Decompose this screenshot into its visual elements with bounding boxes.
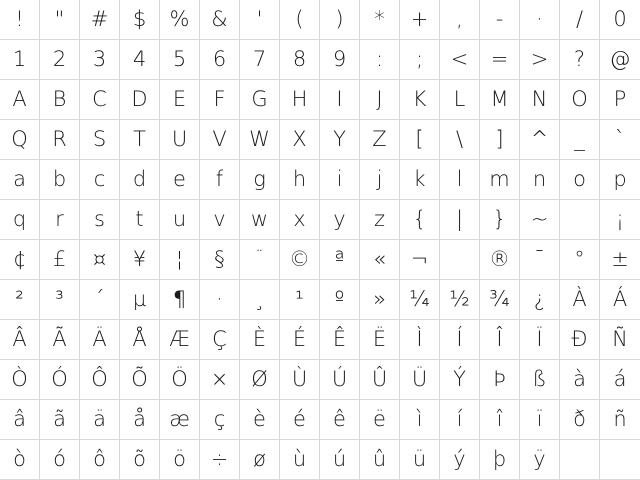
- glyph-cell: k: [400, 160, 440, 200]
- glyph-cell: ÿ: [520, 440, 560, 480]
- glyph-cell: J: [360, 80, 400, 120]
- glyph-cell: *: [360, 0, 400, 40]
- glyph-cell: Õ: [120, 360, 160, 400]
- glyph-cell: û: [360, 440, 400, 480]
- glyph-cell: O: [560, 80, 600, 120]
- glyph-cell: É: [280, 320, 320, 360]
- glyph-cell: u: [160, 200, 200, 240]
- glyph-cell: ?: [560, 40, 600, 80]
- glyph-cell: ÷: [200, 440, 240, 480]
- glyph-cell: ¶: [160, 280, 200, 320]
- glyph-cell: í: [440, 400, 480, 440]
- glyph-cell: å: [120, 400, 160, 440]
- glyph-cell: Ò: [0, 360, 40, 400]
- glyph-cell: q: [0, 200, 40, 240]
- glyph-cell: ¥: [120, 240, 160, 280]
- glyph-cell: ®: [480, 240, 520, 280]
- glyph-cell: ê: [320, 400, 360, 440]
- glyph-cell: ø: [240, 440, 280, 480]
- glyph-cell: ý: [440, 440, 480, 480]
- glyph-cell: W: [240, 120, 280, 160]
- glyph-cell: º: [320, 280, 360, 320]
- glyph-cell: Ñ: [600, 320, 640, 360]
- glyph-cell: ~: [520, 200, 560, 240]
- glyph-cell: ¢: [0, 240, 40, 280]
- glyph-cell: $: [120, 0, 160, 40]
- glyph-cell: Ã: [40, 320, 80, 360]
- glyph-cell: !: [0, 0, 40, 40]
- glyph-cell: -: [480, 0, 520, 40]
- glyph-cell: »: [360, 280, 400, 320]
- glyph-cell: Í: [440, 320, 480, 360]
- glyph-cell: f: [200, 160, 240, 200]
- glyph-cell: 3: [80, 40, 120, 80]
- glyph-cell: è: [240, 400, 280, 440]
- glyph-cell: ¿: [520, 280, 560, 320]
- glyph-cell: Â: [0, 320, 40, 360]
- glyph-cell: ü: [400, 440, 440, 480]
- glyph-cell: D: [120, 80, 160, 120]
- glyph-cell: é: [280, 400, 320, 440]
- glyph-cell: ½: [440, 280, 480, 320]
- glyph-cell: á: [600, 360, 640, 400]
- glyph-cell: A: [0, 80, 40, 120]
- glyph-cell: ä: [80, 400, 120, 440]
- glyph-cell: à: [560, 360, 600, 400]
- glyph-cell: Ø: [240, 360, 280, 400]
- glyph-cell: ±: [600, 240, 640, 280]
- glyph-cell: ß: [520, 360, 560, 400]
- glyph-cell: Ð: [560, 320, 600, 360]
- glyph-cell: ¯: [520, 240, 560, 280]
- glyph-cell: ô: [80, 440, 120, 480]
- glyph-cell: }: [480, 200, 520, 240]
- glyph-cell: ×: [200, 360, 240, 400]
- glyph-cell: F: [200, 80, 240, 120]
- glyph-cell: m: [480, 160, 520, 200]
- glyph-cell: î: [480, 400, 520, 440]
- glyph-cell: ,: [440, 0, 480, 40]
- glyph-cell: v: [200, 200, 240, 240]
- glyph-cell: ù: [280, 440, 320, 480]
- glyph-cell: L: [440, 80, 480, 120]
- glyph-cell: Ü: [400, 360, 440, 400]
- glyph-cell: i: [320, 160, 360, 200]
- glyph-cell: ò: [0, 440, 40, 480]
- glyph-cell: ^: [520, 120, 560, 160]
- glyph-cell: ¹: [280, 280, 320, 320]
- glyph-cell: 0: [600, 0, 640, 40]
- glyph-cell: ã: [40, 400, 80, 440]
- glyph-cell: ¾: [480, 280, 520, 320]
- glyph-cell: §: [200, 240, 240, 280]
- glyph-cell: Å: [120, 320, 160, 360]
- glyph-cell: ¦: [160, 240, 200, 280]
- glyph-cell: [440, 240, 480, 280]
- glyph-cell: Û: [360, 360, 400, 400]
- glyph-cell: Ù: [280, 360, 320, 400]
- glyph-cell: w: [240, 200, 280, 240]
- glyph-cell: Ç: [200, 320, 240, 360]
- glyph-cell: K: [400, 80, 440, 120]
- glyph-cell: s: [80, 200, 120, 240]
- glyph-cell: µ: [120, 280, 160, 320]
- glyph-cell: À: [560, 280, 600, 320]
- glyph-cell: 4: [120, 40, 160, 80]
- glyph-cell: ´: [80, 280, 120, 320]
- glyph-cell: ¸: [240, 280, 280, 320]
- glyph-cell: [600, 440, 640, 480]
- glyph-cell: Ï: [520, 320, 560, 360]
- glyph-cell: y: [320, 200, 360, 240]
- glyph-cell: V: [200, 120, 240, 160]
- glyph-cell: ö: [160, 440, 200, 480]
- glyph-cell: e: [160, 160, 200, 200]
- glyph-cell: Ö: [160, 360, 200, 400]
- glyph-cell: U: [160, 120, 200, 160]
- glyph-cell: H: [280, 80, 320, 120]
- glyph-cell: P: [600, 80, 640, 120]
- glyph-cell: Ë: [360, 320, 400, 360]
- glyph-cell: £: [40, 240, 80, 280]
- glyph-cell: Ä: [80, 320, 120, 360]
- glyph-cell: æ: [160, 400, 200, 440]
- glyph-cell: [: [400, 120, 440, 160]
- glyph-cell: ·: [200, 280, 240, 320]
- glyph-cell: M: [480, 80, 520, 120]
- glyph-cell: Î: [480, 320, 520, 360]
- glyph-cell: Æ: [160, 320, 200, 360]
- glyph-cell: j: [360, 160, 400, 200]
- glyph-cell: g: [240, 160, 280, 200]
- glyph-cell: #: [80, 0, 120, 40]
- glyph-cell: Ê: [320, 320, 360, 360]
- glyph-cell: Ó: [40, 360, 80, 400]
- glyph-cell: 9: [320, 40, 360, 80]
- glyph-cell: ;: [400, 40, 440, 80]
- glyph-cell: n: [520, 160, 560, 200]
- glyph-cell: Ì: [400, 320, 440, 360]
- glyph-cell: ²: [0, 280, 40, 320]
- glyph-cell: r: [40, 200, 80, 240]
- glyph-cell: R: [40, 120, 80, 160]
- glyph-cell: &: [200, 0, 240, 40]
- glyph-cell: ì: [400, 400, 440, 440]
- glyph-cell: °: [560, 240, 600, 280]
- glyph-cell: %: [160, 0, 200, 40]
- glyph-cell: Z: [360, 120, 400, 160]
- glyph-cell: [560, 440, 600, 480]
- glyph-cell: Ô: [80, 360, 120, 400]
- glyph-cell: <: [440, 40, 480, 80]
- glyph-cell: x: [280, 200, 320, 240]
- glyph-cell: N: [520, 80, 560, 120]
- glyph-cell: |: [440, 200, 480, 240]
- glyph-cell: B: [40, 80, 80, 120]
- glyph-cell: S: [80, 120, 120, 160]
- glyph-cell: t: [120, 200, 160, 240]
- glyph-cell: Ú: [320, 360, 360, 400]
- glyph-cell: >: [520, 40, 560, 80]
- glyph-cell: ª: [320, 240, 360, 280]
- glyph-cell: â: [0, 400, 40, 440]
- glyph-cell: E: [160, 80, 200, 120]
- glyph-cell: d: [120, 160, 160, 200]
- glyph-cell: Ý: [440, 360, 480, 400]
- glyph-cell: ó: [40, 440, 80, 480]
- glyph-cell: 1: [0, 40, 40, 80]
- glyph-cell: \: [440, 120, 480, 160]
- glyph-cell: õ: [120, 440, 160, 480]
- glyph-cell: ·: [520, 0, 560, 40]
- glyph-cell: a: [0, 160, 40, 200]
- glyph-cell: ): [320, 0, 360, 40]
- glyph-cell: ë: [360, 400, 400, 440]
- glyph-cell: ç: [200, 400, 240, 440]
- glyph-cell: /: [560, 0, 600, 40]
- glyph-cell: c: [80, 160, 120, 200]
- glyph-cell: T: [120, 120, 160, 160]
- glyph-cell: ¼: [400, 280, 440, 320]
- glyph-cell: X: [280, 120, 320, 160]
- glyph-cell: l: [440, 160, 480, 200]
- glyph-cell: È: [240, 320, 280, 360]
- glyph-cell: ³: [40, 280, 80, 320]
- glyph-cell: «: [360, 240, 400, 280]
- glyph-cell: {: [400, 200, 440, 240]
- glyph-cell: G: [240, 80, 280, 120]
- glyph-cell: `: [600, 120, 640, 160]
- glyph-cell: ñ: [600, 400, 640, 440]
- glyph-cell: 7: [240, 40, 280, 80]
- glyph-cell: ú: [320, 440, 360, 480]
- glyph-cell: @: [600, 40, 640, 80]
- glyph-cell: ¨: [240, 240, 280, 280]
- glyph-cell: 2: [40, 40, 80, 80]
- glyph-cell: o: [560, 160, 600, 200]
- glyph-cell: Þ: [480, 360, 520, 400]
- glyph-cell: ©: [280, 240, 320, 280]
- glyph-cell: þ: [480, 440, 520, 480]
- glyph-cell: Á: [600, 280, 640, 320]
- glyph-cell: =: [480, 40, 520, 80]
- glyph-cell: h: [280, 160, 320, 200]
- glyph-cell: ': [240, 0, 280, 40]
- glyph-cell: ": [40, 0, 80, 40]
- glyph-cell: [560, 200, 600, 240]
- glyph-cell: _: [560, 120, 600, 160]
- glyph-cell: +: [400, 0, 440, 40]
- glyph-cell: :: [360, 40, 400, 80]
- glyph-cell: Y: [320, 120, 360, 160]
- glyph-cell: 8: [280, 40, 320, 80]
- glyph-cell: ï: [520, 400, 560, 440]
- glyph-cell: ð: [560, 400, 600, 440]
- glyph-cell: ¤: [80, 240, 120, 280]
- glyph-cell: p: [600, 160, 640, 200]
- glyph-cell: C: [80, 80, 120, 120]
- glyph-cell: I: [320, 80, 360, 120]
- glyph-cell: ]: [480, 120, 520, 160]
- glyph-cell: ¡: [600, 200, 640, 240]
- glyph-cell: 6: [200, 40, 240, 80]
- glyph-cell: Q: [0, 120, 40, 160]
- glyph-cell: 5: [160, 40, 200, 80]
- glyph-cell: (: [280, 0, 320, 40]
- glyph-cell: z: [360, 200, 400, 240]
- glyph-cell: ¬: [400, 240, 440, 280]
- glyph-cell: b: [40, 160, 80, 200]
